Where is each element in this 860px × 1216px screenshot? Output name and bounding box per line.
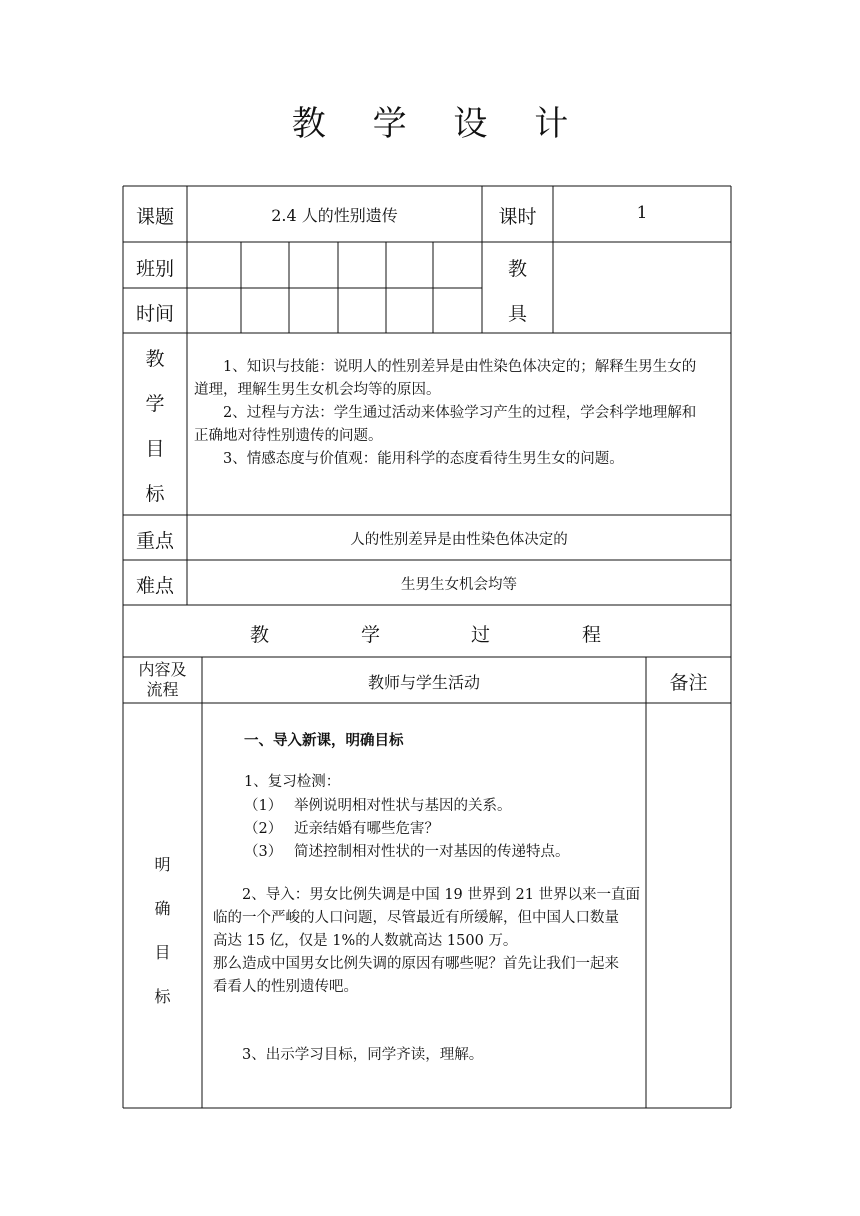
intro-line: 看看人的性别遗传吧。 <box>213 979 358 995</box>
review-title: 1、复习检测： <box>244 774 341 790</box>
objectives-label <box>123 344 187 524</box>
process-heading-char: 学 <box>361 624 381 646</box>
intro-line: 临的一个严峻的人口问题，尽管最近有所缓解，但中国人口数量 <box>213 910 619 926</box>
objectives-line: 2、过程与方法：学生通过活动来体验学习产生的过程，学会科学地理解和 <box>194 405 697 421</box>
key-point-label: 重点 <box>135 530 174 552</box>
topic-label: 课题 <box>135 206 174 228</box>
review-item <box>244 795 512 818</box>
difficulty-value: 生男生女机会均等 <box>401 577 517 593</box>
period-label: 课时 <box>498 206 537 228</box>
review-item-text: 近亲结婚有哪些危害？ <box>294 821 439 837</box>
tools-label-bottom: 具 <box>507 303 527 325</box>
review-item-number: （2） <box>244 821 283 837</box>
intro-line: 高达 15 亿，仅是 1%的人数就高达 1500 万。 <box>213 933 518 949</box>
review-item-text: 举例说明相对性状与基因的关系。 <box>294 798 512 814</box>
section1-heading: 一、导入新课，明确目标 <box>244 733 404 749</box>
objectives-line: 3、情感态度与价值观：能用科学的态度看待生男生女的问题。 <box>194 451 624 467</box>
difficulty-label: 难点 <box>135 575 174 597</box>
process-heading-char: 教 <box>250 624 270 646</box>
objectives-label-char: 教 <box>145 348 165 370</box>
goal-line: 3、出示学习目标，同学齐读，理解。 <box>213 1047 484 1063</box>
intro-paragraph <box>213 884 640 999</box>
column-flow-header-line: 流程 <box>146 680 179 699</box>
intro-line: 2、导入：男女比例失调是中国 19 世界到 21 世界以来一直面 <box>213 887 641 903</box>
objectives-label-char: 目 <box>145 438 165 460</box>
tools-label-top: 教 <box>507 258 527 280</box>
document-title: 教 学 设 计 <box>291 104 587 144</box>
review-item-number: （1） <box>244 798 283 814</box>
column-flow-header-line: 内容及 <box>138 660 187 679</box>
objectives-label-char: 学 <box>145 393 165 415</box>
process-heading-char: 过 <box>471 624 491 646</box>
column-activity-header: 教师与学生活动 <box>367 673 480 692</box>
review-item <box>244 841 570 864</box>
process-heading-char: 程 <box>582 624 602 646</box>
objectives-line: 1、知识与技能：说明人的性别差异是由性染色体决定的；解释生男生女的 <box>194 359 697 375</box>
key-point-value: 人的性别差异是由性染色体决定的 <box>350 532 568 548</box>
review-item <box>244 818 439 841</box>
class-label: 班别 <box>135 258 174 280</box>
topic-value: 2.4 人的性别遗传 <box>271 206 398 225</box>
review-item-text: 简述控制相对性状的一对基因的传递特点。 <box>294 844 570 860</box>
objectives-line: 正确地对待性别遗传的问题。 <box>194 428 383 444</box>
column-notes-header: 备注 <box>669 672 708 694</box>
section1-flow-char: 确 <box>154 899 171 918</box>
section1-flow-char: 标 <box>154 987 171 1006</box>
section1-flow-char: 明 <box>154 855 171 874</box>
objectives-label-char: 标 <box>145 483 165 505</box>
objectives-text <box>194 356 726 471</box>
column-flow-header <box>123 660 202 700</box>
intro-line: 那么造成中国男女比例失调的原因有哪些呢？首先让我们一起来 <box>213 956 619 972</box>
review-item-number: （3） <box>244 844 283 860</box>
objectives-line: 道理，理解生男生女机会均等的原因。 <box>194 382 441 398</box>
time-label: 时间 <box>135 303 174 325</box>
section1-flow-label <box>123 852 202 1028</box>
period-value: 1 <box>636 203 648 223</box>
section1-flow-char: 目 <box>154 943 171 962</box>
